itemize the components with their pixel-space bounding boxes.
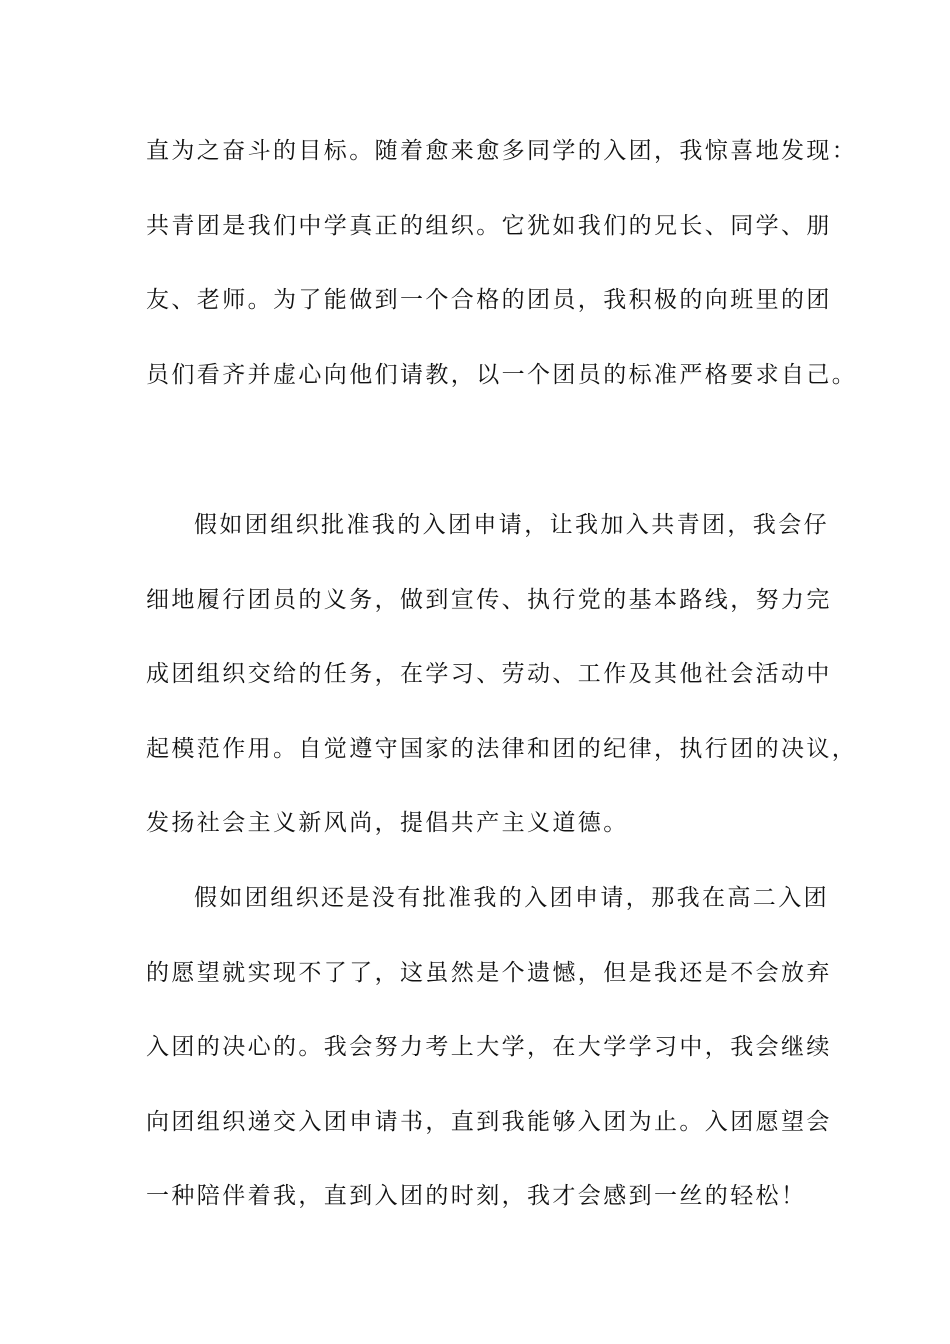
paragraph-line: 假如团组织还是没有批准我的入团申请，那我在高二入团	[194, 885, 829, 911]
paragraph-line: 一种陪伴着我，直到入团的时刻，我才会感到一丝的轻松！	[146, 1183, 807, 1209]
paragraph-line: 共青团是我们中学真正的组织。它犹如我们的兄长、同学、朋	[146, 212, 832, 239]
paragraph-1	[146, 131, 858, 429]
paragraph-line: 直为之奋斗的目标。随着愈来愈多同学的入团，我惊喜地发现：	[146, 138, 858, 164]
paragraph-line: 向团组织递交入团申请书，直到我能够入团为止。入团愿望会	[146, 1108, 832, 1135]
paragraph-line: 友、老师。为了能做到一个合格的团员，我积极的向班里的团	[146, 287, 832, 313]
paragraph-3	[146, 878, 832, 1251]
paragraph-line: 起模范作用。自觉遵守国家的法律和团的纪律，执行团的决议，	[146, 735, 858, 762]
paragraph-line: 员们看齐并虚心向他们请教，以一个团员的标准严格要求自己。	[146, 361, 858, 388]
paragraph-line: 入团的决心的。我会努力考上大学，在大学学习中，我会继续	[146, 1034, 832, 1060]
paragraph-line: 假如团组织批准我的入团申请，让我加入共青团，我会仔	[194, 512, 829, 538]
paragraph-line: 的愿望就实现不了了，这虽然是个遗憾，但是我还是不会放弃	[146, 959, 832, 986]
paragraph-line: 成团组织交给的任务，在学习、劳动、工作及其他社会活动中	[146, 661, 832, 687]
paragraph-2	[146, 505, 858, 878]
paragraph-line: 细地履行团员的义务，做到宣传、执行党的基本路线，努力完	[146, 586, 832, 613]
paragraph-line: 发扬社会主义新风尚，提倡共产主义道德。	[146, 810, 629, 836]
